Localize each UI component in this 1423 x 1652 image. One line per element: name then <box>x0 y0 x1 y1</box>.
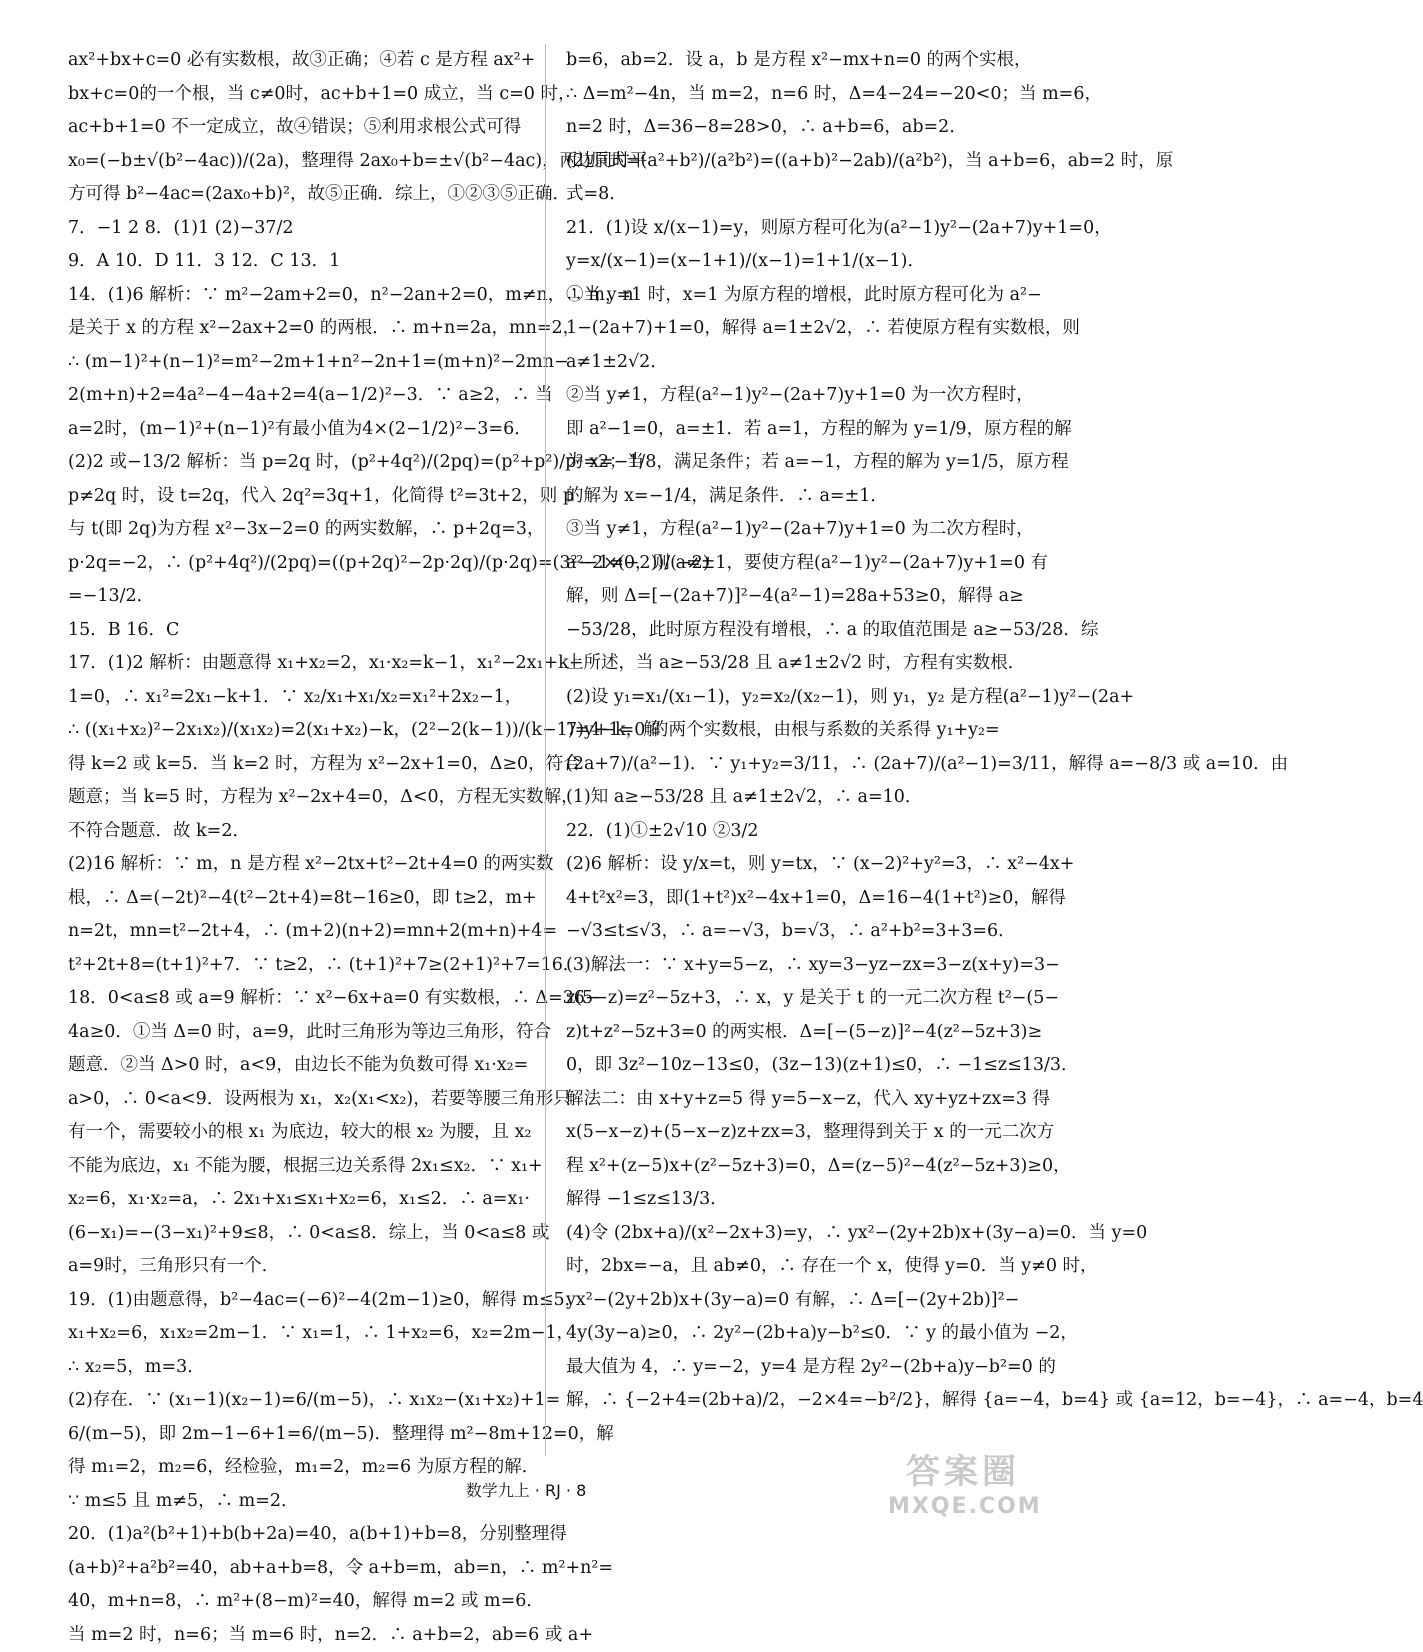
text-line: z(5−z)=z²−5z+3，∴ x，y 是关于 t 的一元二次方程 t²−(5− <box>566 982 1022 1016</box>
text-line: ③当 y≠1，方程(a²−1)y²−(2a+7)y+1=0 为二次方程时， <box>566 513 1022 547</box>
text-line: −√3≤t≤√3，∴ a=−√3，b=√3，∴ a²+b²=3+3=6． <box>566 915 1022 949</box>
text-line: 不能为底边，x₁ 不能为腰，根据三边关系得 2x₁≤x₂．∵ x₁+ <box>68 1150 524 1184</box>
text-line: 方可得 b²−4ac=(2ax₀+b)²，故⑤正确．综上，①②③⑤正确． <box>68 178 524 212</box>
text-line: 题意；当 k=5 时，方程为 x²−2x+4=0，Δ<0，方程无实数解， <box>68 781 524 815</box>
text-line: 9．A 10．D 11．3 12．C 13．1 <box>68 245 524 279</box>
text-line: 22．(1)①±2√10 ②3/2 <box>566 815 1022 849</box>
text-line: 不符合题意．故 k=2． <box>68 815 524 849</box>
text-line: ∴ x₂=5，m=3． <box>68 1351 524 1385</box>
text-line: 17．(1)2 解析：由题意得 x₁+x₂=2，x₁·x₂=k−1，x₁²−2x₁+k− <box>68 647 524 681</box>
text-line: ∵ m≤5 且 m≠5，∴ m=2． <box>68 1485 524 1519</box>
watermark-logo <box>888 1450 1038 1526</box>
text-line: ∴ ((x₁+x₂)²−2x₁x₂)/(x₁x₂)=2(x₁+x₂)−k，(2²−2(k−1))/(k−1)=4−k，解 <box>68 714 524 748</box>
text-line: 为 x=−1/8，满足条件；若 a=−1，方程的解为 y=1/5，原方程 <box>566 446 1022 480</box>
text-line: 20．(1)a²(b²+1)+b(b+2a)=40，a(b+1)+b=8，分别整理得 <box>68 1518 524 1552</box>
text-line: (2)16 解析：∵ m，n 是方程 x²−2tx+t²−2t+4=0 的两实数 <box>68 848 524 882</box>
text-line: p·2q=−2，∴ (p²+4q²)/(2pq)=((p+2q)²−2p·2q)/(p·2q)=(3²−2×(−2))/(−2) <box>68 547 524 581</box>
text-line: 18．0<a≤8 或 a=9 解析：∵ x²−6x+a=0 有实数根，∴ Δ=36− <box>68 982 524 1016</box>
text-line: (2)2 或−13/2 解析：当 p=2q 时，(p²+4q²)/(2pq)=(p²+p²)/p²=2；当 <box>68 446 524 480</box>
text-line: 程 x²+(z−5)x+(z²−5z+3)=0，Δ=(z−5)²−4(z²−5z+3)≥0， <box>566 1150 1022 1184</box>
text-line: ①当 y=1 时，x=1 为原方程的增根，此时原方程可化为 a²− <box>566 279 1022 313</box>
right-column <box>566 44 1022 1456</box>
text-line: b=6，ab=2．设 a，b 是方程 x²−mx+n=0 的两个实根， <box>566 44 1022 78</box>
text-line: yx²−(2y+2b)x+(3y−a)=0 有解，∴ Δ=[−(2y+2b)]²− <box>566 1284 1022 1318</box>
text-line: n=2t，mn=t²−2t+4，∴ (m+2)(n+2)=mn+2(m+n)+4= <box>68 915 524 949</box>
text-line: 解得 −1≤z≤13/3． <box>566 1183 1022 1217</box>
text-line: ②当 y≠1，方程(a²−1)y²−(2a+7)y+1=0 为一次方程时， <box>566 379 1022 413</box>
text-line: (6−x₁)=−(3−x₁)²+9≤8，∴ 0<a≤8．综上，当 0<a≤8 或 <box>68 1217 524 1251</box>
text-line: 的解为 x=−1/4，满足条件．∴ a=±1． <box>566 480 1022 514</box>
text-line: 解，∴ {−2+4=(2b+a)/2，−2×4=−b²/2}，解得 {a=−4，b=4} 或 {a=12，b=−4}，∴ a=−4，b=4 <box>566 1384 1022 1418</box>
text-line: (3)解法一：∵ x+y=5−z，∴ xy=3−yz−zx=3−z(x+y)=3− <box>566 949 1022 983</box>
text-line: 得 k=2 或 k=5．当 k=2 时，方程为 x²−2x+1=0，Δ≥0，符合 <box>68 748 524 782</box>
text-line: 15．B 16．C <box>68 614 524 648</box>
text-line: 4y(3y−a)≥0，∴ 2y²−(2b+a)y−b²≤0．∵ y 的最小值为 −2， <box>566 1317 1022 1351</box>
text-line: a²−1≠0，则 a≠±1，要使方程(a²−1)y²−(2a+7)y+1=0 有 <box>566 547 1022 581</box>
text-line: 即 a²−1=0，a=±1．若 a=1，方程的解为 y=1/9，原方程的解 <box>566 413 1022 447</box>
text-line: 4a≥0．①当 Δ=0 时，a=9，此时三角形为等边三角形，符合 <box>68 1016 524 1050</box>
text-line: a=2时，(m−1)²+(n−1)²有最小值为4×(2−1/2)²−3=6． <box>68 413 524 447</box>
text-line: −53/28，此时原方程没有增根，∴ a 的取值范围是 a≥−53/28．综 <box>566 614 1022 648</box>
text-line: ax²+bx+c=0 必有实数根，故③正确；④若 c 是方程 ax²+ <box>68 44 524 78</box>
text-line: (2)6 解析：设 y/x=t，则 y=tx，∵ (x−2)²+y²=3，∴ x²−4x+ <box>566 848 1022 882</box>
text-line: n=2 时，Δ=36−8=28>0，∴ a+b=6，ab=2． <box>566 111 1022 145</box>
text-line: a≠1±2√2． <box>566 346 1022 380</box>
text-line: (2)设 y₁=x₁/(x₁−1)，y₂=x₂/(x₂−1)，则 y₁，y₂ 是方程(a²−1)y²−(2a+ <box>566 681 1022 715</box>
text-line: 当 m=2 时，n=6；当 m=6 时，n=2．∴ a+b=2，ab=6 或 a+ <box>68 1619 524 1652</box>
text-line: (a+b)²+a²b²=40，ab+a+b=8，令 a+b=m，ab=n，∴ m²+n²= <box>68 1552 524 1586</box>
text-line: z)t+z²−5z+3=0 的两实根．Δ=[−(5−z)]²−4(z²−5z+3)≥ <box>566 1016 1022 1050</box>
text-line: bx+c=0的一个根，当 c≠0时，ac+b+1=0 成立，当 c=0 时， <box>68 78 524 112</box>
text-line: 7．−1 2 8．(1)1 (2)−37/2 <box>68 212 524 246</box>
left-column <box>68 44 524 1456</box>
text-line: a=9时，三角形只有一个． <box>68 1250 524 1284</box>
text-line: ac+b+1=0 不一定成立，故④错误；⑤利用求根公式可得 <box>68 111 524 145</box>
text-line: 6/(m−5)，即 2m−1−6+1=6/(m−5)．整理得 m²−8m+12=0，解 <box>68 1418 524 1452</box>
text-line: (4)令 (2bx+a)/(x²−2x+3)=y，∴ yx²−(2y+2b)x+(3y−a)=0．当 y=0 <box>566 1217 1022 1251</box>
text-line: ∴ Δ=m²−4n，当 m=2，n=6 时，Δ=4−24=−20<0；当 m=6， <box>566 78 1022 112</box>
text-line: =−13/2． <box>68 580 524 614</box>
text-line: (1)知 a≥−53/28 且 a≠1±2√2，∴ a=10． <box>566 781 1022 815</box>
watermark-bottom: MXQE.COM <box>888 1494 1038 1519</box>
text-line: 最大值为 4，∴ y=−2，y=4 是方程 2y²−(2b+a)y−b²=0 的 <box>566 1351 1022 1385</box>
watermark-top: 答案圈 <box>888 1450 1038 1494</box>
text-line: 40，m+n=8，∴ m²+(8−m)²=40，解得 m=2 或 m=6． <box>68 1585 524 1619</box>
text-line: 19．(1)由题意得，b²−4ac=(−6)²−4(2m−1)≥0，解得 m≤5． <box>68 1284 524 1318</box>
text-line: (2)存在．∵ (x₁−1)(x₂−1)=6/(m−5)，∴ x₁x₂−(x₁+x₂)+1= <box>68 1384 524 1418</box>
text-line: 是关于 x 的方程 x²−2ax+2=0 的两根．∴ m+n=2a，mn=2， <box>68 312 524 346</box>
text-line: 解法二：由 x+y+z=5 得 y=5−x−z，代入 xy+yz+zx=3 得 <box>566 1083 1022 1117</box>
text-line: x₂=6，x₁·x₂=a，∴ 2x₁+x₁≤x₁+x₂=6，x₁≤2．∴ a=x₁· <box>68 1183 524 1217</box>
text-line: 21．(1)设 x/(x−1)=y，则原方程可化为(a²−1)y²−(2a+7)y+1=0， <box>566 212 1022 246</box>
text-line: t²+2t+8=(t+1)²+7．∵ t≥2，∴ (t+1)²+7≥(2+1)²+7=16． <box>68 949 524 983</box>
text-line: x₀=(−b±√(b²−4ac))/(2a)，整理得 2ax₀+b=±√(b²−4ac)，两边同时平 <box>68 145 524 179</box>
text-line: 7)y+1=0 的两个实数根，由根与系数的关系得 y₁+y₂= <box>566 714 1022 748</box>
text-line: 有一个，需要较小的根 x₁ 为底边，较大的根 x₂ 为腰，且 x₂ <box>68 1116 524 1150</box>
text-line: 0，即 3z²−10z−13≤0，(3z−13)(z+1)≤0，∴ −1≤z≤13/3． <box>566 1049 1022 1083</box>
column-divider <box>545 44 546 1456</box>
text-line: 式=8． <box>566 178 1022 212</box>
text-line: y=x/(x−1)=(x−1+1)/(x−1)=1+1/(x−1)． <box>566 245 1022 279</box>
text-line: (2)原式=(a²+b²)/(a²b²)=((a+b)²−2ab)/(a²b²)，当 a+b=6，ab=2 时，原 <box>566 145 1022 179</box>
text-line: 14．(1)6 解析：∵ m²−2am+2=0，n²−2an+2=0，m≠n，∴ m，n <box>68 279 524 313</box>
text-line: 得 m₁=2，m₂=6，经检验，m₁=2，m₂=6 为原方程的解． <box>68 1451 524 1485</box>
text-line: 题意．②当 Δ>0 时，a<9，由边长不能为负数可得 x₁·x₂= <box>68 1049 524 1083</box>
text-line: (2a+7)/(a²−1)．∵ y₁+y₂=3/11，∴ (2a+7)/(a²−1)=3/11，解得 a=−8/3 或 a=10．由 <box>566 748 1022 782</box>
page-footer: 数学九上 · RJ · 8 <box>0 1478 1052 1501</box>
text-line: 2(m+n)+2=4a²−4−4a+2=4(a−1/2)²−3．∵ a≥2，∴ 当 <box>68 379 524 413</box>
text-line: 4+t²x²=3，即(1+t²)x²−4x+1=0，Δ=16−4(1+t²)≥0，解得 <box>566 882 1022 916</box>
text-line: 时，2bx=−a，且 ab≠0，∴ 存在一个 x，使得 y=0．当 y≠0 时， <box>566 1250 1022 1284</box>
text-line: a>0，∴ 0<a<9．设两根为 x₁，x₂(x₁<x₂)，若要等腰三角形只 <box>68 1083 524 1117</box>
text-line: 上所述，当 a≥−53/28 且 a≠1±2√2 时，方程有实数根． <box>566 647 1022 681</box>
text-line: 1−(2a+7)+1=0，解得 a=1±2√2，∴ 若使原方程有实数根，则 <box>566 312 1022 346</box>
text-line: p≠2q 时，设 t=2q，代入 2q²=3q+1，化简得 t²=3t+2，则 p <box>68 480 524 514</box>
text-line: ∴ (m−1)²+(n−1)²=m²−2m+1+n²−2n+1=(m+n)²−2mn− <box>68 346 524 380</box>
text-line: 根，∴ Δ=(−2t)²−4(t²−2t+4)=8t−16≥0，即 t≥2，m+ <box>68 882 524 916</box>
text-line: 1=0，∴ x₁²=2x₁−k+1．∵ x₂/x₁+x₁/x₂=x₁²+2x₂−1， <box>68 681 524 715</box>
text-line: 与 t(即 2q)为方程 x²−3x−2=0 的两实数解，∴ p+2q=3， <box>68 513 524 547</box>
text-line: 解，则 Δ=[−(2a+7)]²−4(a²−1)=28a+53≥0，解得 a≥ <box>566 580 1022 614</box>
text-line: x(5−x−z)+(5−x−z)z+zx=3，整理得到关于 x 的一元二次方 <box>566 1116 1022 1150</box>
text-line: x₁+x₂=6，x₁x₂=2m−1．∵ x₁=1，∴ 1+x₂=6，x₂=2m−1， <box>68 1317 524 1351</box>
